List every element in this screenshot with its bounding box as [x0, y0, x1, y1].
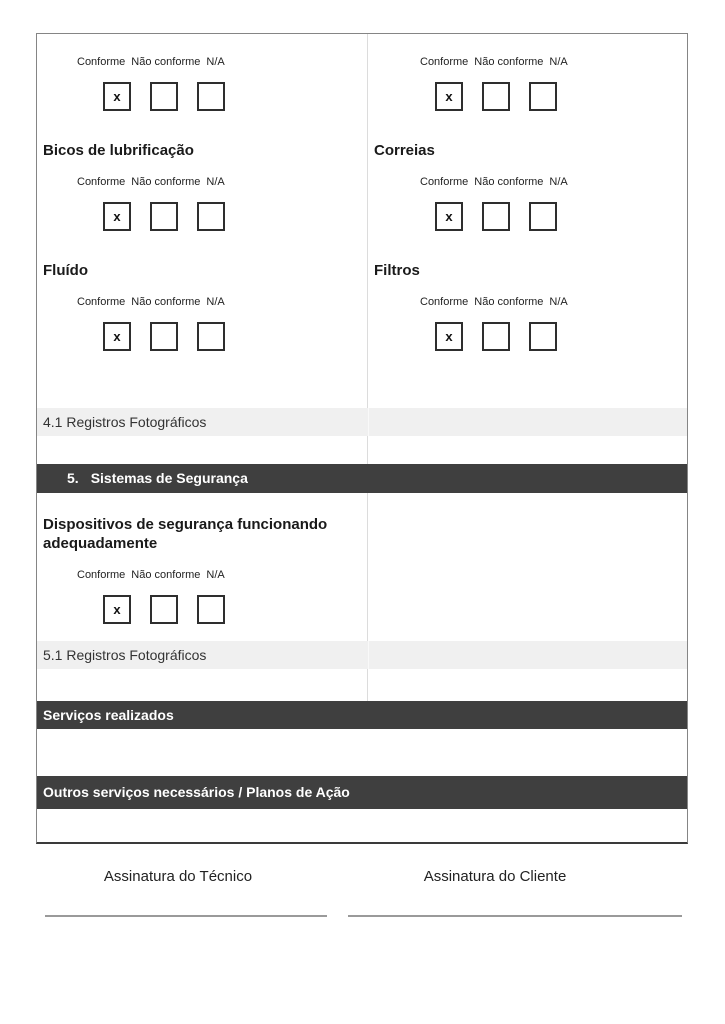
- compliance-checkset: [37, 56, 367, 111]
- photo-cell-left: [37, 436, 368, 464]
- other-services-label: Outros serviços necessários / Planos de Ação: [43, 784, 350, 800]
- client-signature-label: Assinatura do Cliente: [423, 868, 567, 885]
- checkbox-na[interactable]: [529, 322, 557, 351]
- label-na: N/A: [206, 176, 225, 188]
- compliance-checkset: [37, 176, 367, 231]
- item-heading-fluido: Fluído: [43, 262, 88, 279]
- inspection-form-table: [36, 33, 688, 844]
- section4-items-grid: [37, 34, 687, 408]
- checkbox-na[interactable]: [529, 82, 557, 111]
- checkset-labels: [77, 176, 367, 189]
- checkbox-nao-conforme[interactable]: [150, 202, 178, 231]
- checkbox-conforme[interactable]: x: [435, 322, 463, 351]
- services-done-header: [37, 701, 687, 729]
- label-conforme: Conforme: [77, 176, 126, 188]
- checkset-labels: [420, 56, 687, 69]
- checkbox-na[interactable]: [197, 322, 225, 351]
- checkset-labels: [420, 296, 687, 309]
- checkbox-conforme[interactable]: x: [103, 322, 131, 351]
- compliance-checkset: [368, 296, 687, 351]
- label-nao-conforme: Não conforme: [474, 56, 544, 68]
- section5-right-column: [368, 493, 687, 641]
- label-na: N/A: [549, 176, 568, 188]
- section4-photos-band: [37, 408, 687, 436]
- checkbox-nao-conforme[interactable]: [150, 322, 178, 351]
- label-conforme: Conforme: [77, 569, 126, 581]
- label-nao-conforme: Não conforme: [474, 296, 544, 308]
- section5-photo-row: [37, 669, 687, 701]
- label-conforme: Conforme: [77, 296, 126, 308]
- label-conforme: Conforme: [420, 56, 469, 68]
- item-heading-bicos-de-lubrificacao: Bicos de lubrificação: [43, 142, 194, 159]
- label-nao-conforme: Não conforme: [131, 56, 201, 68]
- compliance-checkset: [368, 176, 687, 231]
- checkbox-nao-conforme[interactable]: [150, 595, 178, 624]
- checkbox-na[interactable]: [197, 595, 225, 624]
- checkset-boxes: [435, 322, 687, 351]
- services-done-label: Serviços realizados: [43, 707, 174, 723]
- photo-cell-right: [368, 436, 687, 464]
- section5-photos-band: [37, 641, 687, 669]
- other-services-header: [37, 776, 687, 809]
- checkbox-na[interactable]: [197, 202, 225, 231]
- section5-body: [37, 493, 687, 641]
- checkset-boxes: [103, 595, 367, 624]
- label-nao-conforme: Não conforme: [474, 176, 544, 188]
- client-signature-line[interactable]: [348, 915, 682, 917]
- checkset-boxes: [435, 82, 687, 111]
- compliance-checkset: [37, 296, 367, 351]
- photo-cell-right: [368, 669, 687, 701]
- item-heading-dispositivos-seguranca: Dispositivos de segurança funcionando adequadamente: [43, 516, 328, 552]
- section4-right-column: [368, 34, 687, 408]
- label-na: N/A: [206, 56, 225, 68]
- section5-left-column: [37, 493, 368, 641]
- checkset-labels: [77, 569, 367, 582]
- checkbox-conforme[interactable]: x: [435, 202, 463, 231]
- checkbox-na[interactable]: [197, 82, 225, 111]
- section4-left-column: [37, 34, 368, 408]
- section4-photos-label: 4.1 Registros Fotográficos: [43, 414, 207, 430]
- checkset-labels: [77, 56, 367, 69]
- label-nao-conforme: Não conforme: [131, 569, 201, 581]
- label-na: N/A: [206, 296, 225, 308]
- checkbox-nao-conforme[interactable]: [482, 82, 510, 111]
- section4-photo-row: [37, 436, 687, 464]
- services-done-notes-area[interactable]: [37, 729, 687, 776]
- checkset-labels: [420, 176, 687, 189]
- compliance-checkset: [37, 569, 367, 624]
- checkbox-conforme[interactable]: x: [435, 82, 463, 111]
- checkset-boxes: [435, 202, 687, 231]
- label-nao-conforme: Não conforme: [131, 296, 201, 308]
- checkset-labels: [77, 296, 367, 309]
- checkbox-conforme[interactable]: x: [103, 595, 131, 624]
- label-na: N/A: [206, 569, 225, 581]
- item-heading-correias: Correias: [374, 142, 435, 159]
- other-services-notes-area[interactable]: [37, 809, 687, 842]
- checkbox-nao-conforme[interactable]: [482, 202, 510, 231]
- compliance-checkset: [368, 56, 687, 111]
- label-conforme: Conforme: [420, 296, 469, 308]
- technician-signature-label: Assinatura do Técnico: [103, 868, 253, 885]
- label-nao-conforme: Não conforme: [131, 176, 201, 188]
- photo-cell-left: [37, 669, 368, 701]
- checkbox-conforme[interactable]: x: [103, 202, 131, 231]
- checkbox-na[interactable]: [529, 202, 557, 231]
- checkset-boxes: [103, 82, 367, 111]
- section5-title: Sistemas de Segurança: [90, 470, 248, 486]
- checkset-boxes: [103, 202, 367, 231]
- technician-signature-line[interactable]: [45, 915, 327, 917]
- label-conforme: Conforme: [420, 176, 469, 188]
- section5-header: [37, 464, 687, 493]
- checkset-boxes: [103, 322, 367, 351]
- label-na: N/A: [549, 296, 568, 308]
- label-na: N/A: [549, 56, 568, 68]
- checkbox-conforme[interactable]: x: [103, 82, 131, 111]
- section5-number: 5.: [67, 470, 79, 486]
- item-heading-filtros: Filtros: [374, 262, 420, 279]
- section5-photos-label: 5.1 Registros Fotográficos: [43, 647, 207, 663]
- checkbox-nao-conforme[interactable]: [482, 322, 510, 351]
- checkbox-nao-conforme[interactable]: [150, 82, 178, 111]
- label-conforme: Conforme: [77, 56, 126, 68]
